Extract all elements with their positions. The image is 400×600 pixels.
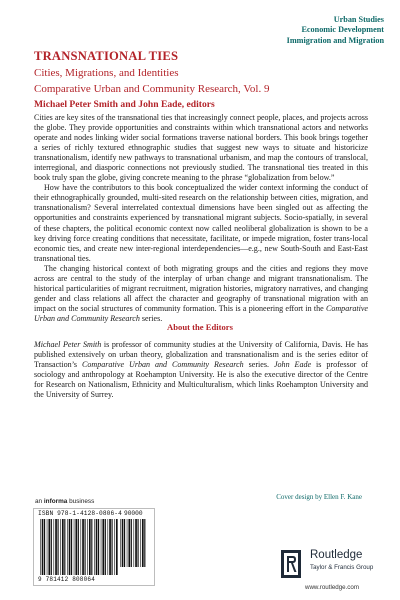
subject-category: Immigration and Migration <box>286 35 384 45</box>
barcode-bar <box>78 519 79 575</box>
subject-categories <box>287 15 384 46</box>
barcode-bar <box>44 519 45 575</box>
barcode-bar <box>82 519 84 575</box>
barcode-bar <box>127 519 128 567</box>
barcode-digits: 9 781412 808064 <box>38 576 96 583</box>
subject-category: Urban Studies <box>333 15 384 24</box>
barcode-bar <box>105 519 106 575</box>
barcode-bar <box>134 519 135 567</box>
barcode-bar <box>40 519 41 575</box>
isbn-barcode <box>33 508 155 586</box>
series-title-italic: Comparative Urban and Community Research <box>34 303 368 323</box>
barcode-bar <box>87 519 88 575</box>
barcode-bars <box>40 519 118 575</box>
barcode-bar <box>85 519 86 575</box>
publisher-group: Taylor & Francis Group <box>310 564 374 571</box>
barcode-bar <box>128 519 130 567</box>
informa-brand: informa <box>43 498 68 505</box>
bio-paragraph <box>34 340 368 400</box>
barcode-bar <box>101 519 102 575</box>
barcode-bar <box>120 519 121 567</box>
barcode-bar <box>116 519 118 575</box>
barcode-bar <box>89 519 91 575</box>
description-paragraph: Cities are key sites of the transnational ties that increasingly connect people, places, and projects across the globe. They provide opportunities and constraints within which transnational actors and networks operate and nodes linking wider social formations traverse national borders. This book brings together a series of richly textured ethnographic studies that suggest new ways to situate and historicize transnationalism, identify new pathways to transnational urbanism, and map the contours of translocal, interregional, and diasporic connections not previously studied. The transnational ties treated in this book truly span the globe, giving concrete meaning to the phrase “globalization from below.” <box>34 113 368 183</box>
barcode-bar <box>122 519 124 567</box>
routledge-logo-icon <box>280 549 304 579</box>
book-subtitle: Cities, Migrations, and Identities <box>34 67 179 79</box>
publisher-url: www.routledge.com <box>305 584 359 591</box>
barcode-bar <box>109 519 111 575</box>
price-addon-number: 90000 <box>124 510 143 517</box>
barcode-bar <box>58 519 59 575</box>
barcode-bar <box>138 519 139 567</box>
barcode-bar <box>64 519 65 575</box>
barcode-bar <box>94 519 95 575</box>
series-name: Comparative Urban and Community Research, Vol. 9 <box>34 83 270 95</box>
informa-suffix: business <box>67 498 95 505</box>
addon-barcode-bars <box>120 519 148 567</box>
editors-line: Michael Peter Smith and John Eade, editors <box>34 99 215 110</box>
barcode-bar <box>75 519 77 575</box>
barcode-bar <box>142 519 144 567</box>
barcode-bar <box>135 519 137 567</box>
barcode-bar <box>81 519 82 575</box>
barcode-bar <box>98 519 99 575</box>
barcode-bar <box>62 519 64 575</box>
publisher-block <box>280 549 390 581</box>
isbn-text: ISBN 978-1-4128-0806-4 <box>38 510 122 517</box>
barcode-bar <box>42 519 44 575</box>
description-paragraph: How have the contributors to this book conceptualized the wider context informing the conduct of their ethnographically grounded, multi-sited research on the relationship between cities, migration, and transnationalism? Several interrelated contextual dimensions have been singled out as affecting the opportunities and constraints experienced by transnational migrant subjects. Socio-spatially, in several of these chapters, the political economic context now called neoliberal globalization is shown to be a key driving force creating conditions that necessitate, facilitate, or impede migration, foster trans-local economic ties, and create new inter-regional interdependencies—e.g., new South-South and East-East transnational ties. <box>34 183 368 263</box>
book-title: TRANSNATIONAL TIES <box>34 49 179 63</box>
informa-prefix: an <box>35 498 44 505</box>
barcode-bar <box>144 519 145 567</box>
barcode-bar <box>131 519 132 567</box>
barcode-bar <box>96 519 98 575</box>
barcode-bar <box>67 519 68 575</box>
barcode-bar <box>124 519 125 567</box>
description-paragraph <box>34 264 368 324</box>
barcode-bar <box>60 519 61 575</box>
description-text: series. <box>139 313 163 323</box>
barcode-bar <box>102 519 104 575</box>
subject-category: Economic Development <box>301 25 384 35</box>
barcode-bar <box>71 519 72 575</box>
barcode-bar <box>54 519 55 575</box>
barcode-bar <box>48 519 50 575</box>
about-editors-heading: About the Editors <box>167 322 233 332</box>
editor-name: Michael Peter Smith <box>34 340 102 349</box>
publisher-name: Routledge <box>310 549 363 561</box>
bio-text: is professor of community studies at the University of California, Davis. He has published extensively on urban theory, globalization and transnationalism and is the series editor of Transaction’s <box>34 340 368 370</box>
barcode-bar <box>108 519 109 575</box>
informa-business-label <box>35 498 94 505</box>
barcode-bar <box>55 519 57 575</box>
barcode-bar <box>74 519 75 575</box>
barcode-bar <box>51 519 52 575</box>
bio-text: is professor of sociology and anthropology at Roehampton University. He is also the executive director of the Centre for Research on Nationalism, Ethnicity and Multiculturalism, which links Roehampton University and the University of Surrey. <box>34 360 368 400</box>
barcode-bar <box>69 519 71 575</box>
cover-design-credit: Cover design by Ellen F. Kane <box>276 493 362 501</box>
editor-name: John Eade <box>273 360 312 370</box>
description-text: The changing historical context of both migrating groups and the cities and regions they move across are central to the study of the interplay of urban change and migrant transnationalism. The historical particularities of migrant recruitment, migration histories, migratory narratives, and changing gender and class relations all affect the character and geography of transnational migration with an impact on the social structures of community formation. This is a pioneering effort in the <box>34 263 368 313</box>
editors-bio <box>34 340 368 400</box>
barcode-bar <box>47 519 48 575</box>
barcode-bar <box>140 519 141 567</box>
barcode-bar <box>112 519 113 575</box>
barcode-bar <box>91 519 92 575</box>
series-title-italic: Comparative Urban and Community Research <box>82 360 244 370</box>
bio-text: series. <box>243 360 274 370</box>
barcode-bar <box>114 519 115 575</box>
book-description <box>34 113 368 324</box>
